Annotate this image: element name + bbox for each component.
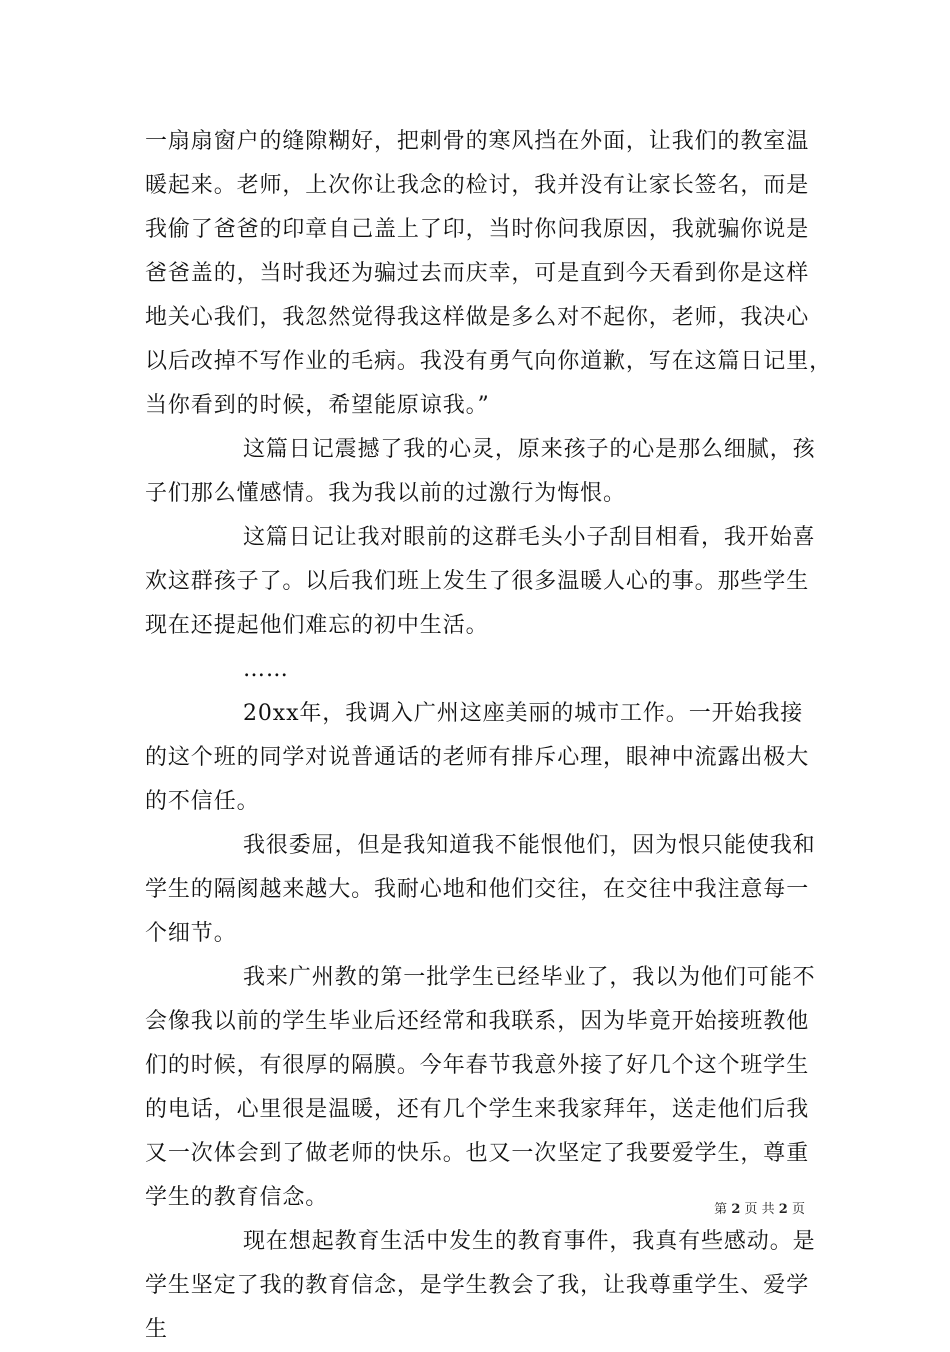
paragraph-first-line: 现在想起教育生活中发生的教育事件，我真有些感动。是 [243, 1229, 816, 1254]
page-number-footer [714, 1201, 805, 1219]
text-line: 的这个班的同学对说普通话的老师有排斥心理，眼神中流露出极大 [145, 745, 810, 770]
text-line: 学生的隔阂越来越大。我耐心地和他们交往，在交往中我注意每一 [145, 877, 810, 902]
text-line: 的不信任。 [145, 789, 260, 814]
paragraph-first-line: 我很委屈，但是我知道我不能恨他们，因为恨只能使我和 [243, 833, 816, 858]
text-line: 我偷了爸爸的印章自己盖上了印，当时你问我原因，我就骗你说是 [145, 217, 810, 242]
text-line: 以后改掉不写作业的毛病。我没有勇气向你道歉，写在这篇日记里， [145, 349, 833, 374]
text-line: 又一次体会到了做老师的快乐。也又一次坚定了我要爱学生，尊重 [145, 1141, 810, 1166]
text-line: 生 [145, 1317, 168, 1342]
text-line: 当你看到的时候，希望能原谅我。” [145, 393, 490, 418]
text-line: 地关心我们，我忽然觉得我这样做是多么对不起你，老师，我决心 [145, 305, 810, 330]
ellipsis-line: …… [243, 657, 289, 682]
text-line: 子们那么懂感情。我为我以前的过激行为悔恨。 [145, 481, 626, 506]
current-page-number: 2 [731, 1202, 741, 1217]
paragraph-first-line: 这篇日记震撼了我的心灵，原来孩子的心是那么细腻，孩 [243, 437, 816, 462]
text-line: 欢这群孩子了。以后我们班上发生了很多温暖人心的事。那些学生 [145, 569, 810, 594]
paragraph-first-line: 我来广州教的第一批学生已经毕业了，我以为他们可能不 [243, 965, 816, 990]
footer-suffix: 页 [791, 1202, 805, 1217]
total-pages-number: 2 [778, 1202, 788, 1217]
text-line: 学生坚定了我的教育信念，是学生教会了我，让我尊重学生、爱学 [145, 1273, 810, 1298]
text-line: 爸爸盖的，当时我还为骗过去而庆幸，可是直到今天看到你是这样 [145, 261, 810, 286]
text-line: 暖起来。老师，上次你让我念的检讨，我并没有让家长签名，而是 [145, 173, 810, 198]
text-line: 们的时候，有很厚的隔膜。今年春节我意外接了好几个这个班学生 [145, 1053, 810, 1078]
text-line: 现在还提起他们难忘的初中生活。 [145, 613, 489, 638]
text-line: 个细节。 [145, 921, 237, 946]
paragraph-first-line: 这篇日记让我对眼前的这群毛头小子刮目相看，我开始喜 [243, 525, 816, 550]
text-line: 学生的教育信念。 [145, 1185, 329, 1210]
footer-prefix: 第 [714, 1202, 728, 1217]
document-body [145, 120, 833, 1352]
footer-middle: 页 共 [744, 1202, 775, 1217]
text-line: 会像我以前的学生毕业后还经常和我联系，因为毕竟开始接班教他 [145, 1009, 810, 1034]
text-line: 一扇扇窗户的缝隙糊好，把刺骨的寒风挡在外面，让我们的教室温 [145, 129, 810, 154]
text-line: 的电话，心里很是温暖，还有几个学生来我家拜年，送走他们后我 [145, 1097, 810, 1122]
paragraph-first-line: 20xx年，我调入广州这座美丽的城市工作。一开始我接 [243, 701, 804, 726]
